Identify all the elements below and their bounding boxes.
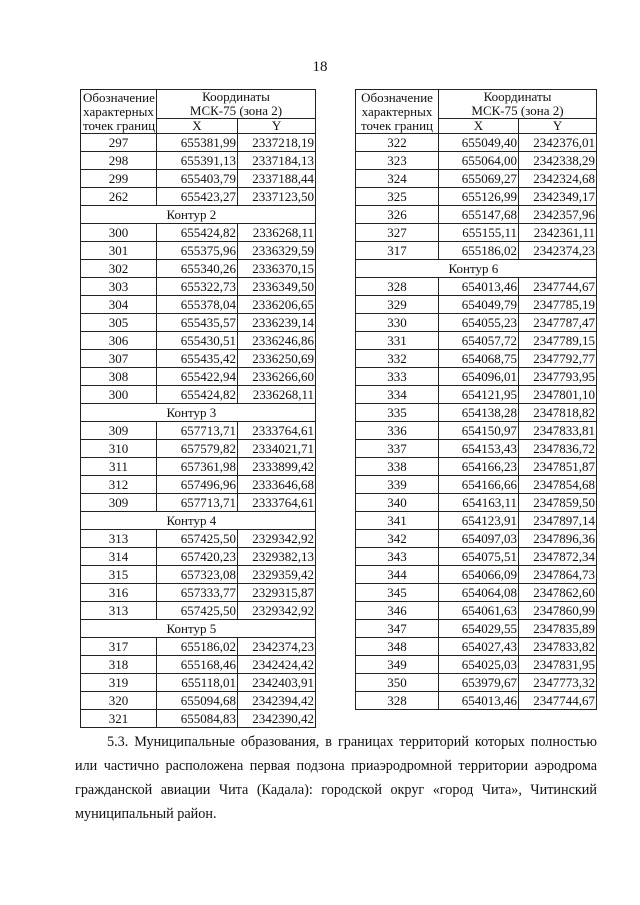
table-row [356,134,597,152]
header-x: X [439,119,519,134]
point-id: 262 [81,188,157,206]
point-id: 308 [81,368,157,386]
coord-x: 655381,99 [157,134,238,152]
point-id: 341 [356,512,439,530]
coord-x: 655126,99 [439,188,519,206]
contour-label: Контур 4 [157,512,316,530]
coord-x: 654068,75 [439,350,519,368]
point-id: 304 [81,296,157,314]
table-row [81,350,316,368]
coord-x: 655430,51 [157,332,238,350]
coord-y: 2347744,67 [519,278,597,296]
coord-y: 2333899,42 [238,458,316,476]
coord-y: 2347862,60 [519,584,597,602]
coord-x: 654096,01 [439,368,519,386]
point-id: 307 [81,350,157,368]
point-id: 324 [356,170,439,188]
point-id: 311 [81,458,157,476]
table-row [81,152,316,170]
table-row [356,692,597,710]
coord-y: 2347773,32 [519,674,597,692]
table-row [356,206,597,224]
point-id: 315 [81,566,157,584]
point-id: 312 [81,476,157,494]
coord-y: 2334021,71 [238,440,316,458]
table-row [356,620,597,638]
coord-y: 2329342,92 [238,530,316,548]
contour-label: Контур 2 [157,206,316,224]
point-id: 329 [356,296,439,314]
coord-y: 2347744,67 [519,692,597,710]
coord-y: 2347851,87 [519,458,597,476]
coord-y: 2342357,96 [519,206,597,224]
coord-x: 654029,55 [439,620,519,638]
coord-x: 655155,11 [439,224,519,242]
coord-y: 2336266,60 [238,368,316,386]
coord-y: 2347833,81 [519,422,597,440]
point-id: 318 [81,656,157,674]
header-designation-line2: характерных [361,103,433,119]
point-id: 314 [81,548,157,566]
coord-x: 654013,46 [439,278,519,296]
table-row [356,476,597,494]
table-row [356,296,597,314]
coord-x: 655094,68 [157,692,238,710]
coord-x: 655069,27 [439,170,519,188]
coord-y: 2337123,50 [238,188,316,206]
coord-x: 657361,98 [157,458,238,476]
coord-x: 657333,77 [157,584,238,602]
table-row [81,134,316,152]
contour-spacer [81,620,157,638]
table-row [356,368,597,386]
coord-x: 654057,72 [439,332,519,350]
coord-y: 2333764,61 [238,422,316,440]
coordinates-table-right [355,89,597,710]
coord-y: 2347897,14 [519,512,597,530]
point-id: 326 [356,206,439,224]
coord-y: 2333646,68 [238,476,316,494]
table-row [81,476,316,494]
point-id: 302 [81,260,157,278]
coord-x: 657425,50 [157,602,238,620]
coord-y: 2347833,82 [519,638,597,656]
table-row [81,278,316,296]
coord-y: 2337184,13 [238,152,316,170]
point-id: 343 [356,548,439,566]
coord-y: 2342338,29 [519,152,597,170]
point-id: 334 [356,386,439,404]
table-row [356,494,597,512]
point-id: 298 [81,152,157,170]
coord-y: 2347859,50 [519,494,597,512]
table-row [356,440,597,458]
coord-y: 2347864,73 [519,566,597,584]
table-row [81,548,316,566]
point-id: 345 [356,584,439,602]
coord-y: 2347818,82 [519,404,597,422]
coord-x: 655378,04 [157,296,238,314]
coord-y: 2342361,11 [519,224,597,242]
table-row [356,602,597,620]
header-coords-line1: Координаты [157,90,316,105]
point-id: 327 [356,224,439,242]
table-row [81,170,316,188]
point-id: 331 [356,332,439,350]
coord-x: 655403,79 [157,170,238,188]
table-row [81,494,316,512]
point-id: 349 [356,656,439,674]
point-id: 333 [356,368,439,386]
coord-x: 655084,83 [157,710,238,728]
coord-y: 2342376,01 [519,134,597,152]
coord-x: 655424,82 [157,224,238,242]
right-table-body [356,134,597,710]
contour-row [81,512,316,530]
table-row [356,674,597,692]
table-row [81,710,316,728]
table-row [81,260,316,278]
coord-y: 2347831,95 [519,656,597,674]
coord-x: 655435,42 [157,350,238,368]
coord-y: 2347854,68 [519,476,597,494]
coord-y: 2342374,23 [238,638,316,656]
point-id: 347 [356,620,439,638]
point-id: 342 [356,530,439,548]
coord-y: 2336370,15 [238,260,316,278]
point-id: 328 [356,692,439,710]
coord-x: 657420,23 [157,548,238,566]
coord-x: 657425,50 [157,530,238,548]
coord-x: 657713,71 [157,494,238,512]
coordinates-table-left [80,89,316,728]
coord-x: 657713,71 [157,422,238,440]
paragraph-5-3: 5.3. Муниципальные образования, в границах территорий которых полностью или частично расположена первая подзона приаэродромной территории аэродрома гражданской авиации Чита (Кадала): городской округ «город Чита», Читинский муниципальный район. [75,734,597,823]
table-row [356,422,597,440]
coord-y: 2336206,65 [238,296,316,314]
point-id: 320 [81,692,157,710]
coord-x: 657323,08 [157,566,238,584]
coord-y: 2329342,92 [238,602,316,620]
table-row [81,638,316,656]
contour-row [81,206,316,224]
point-id: 299 [81,170,157,188]
coord-y: 2347835,89 [519,620,597,638]
coord-x: 655186,02 [157,638,238,656]
table-row [81,242,316,260]
coord-y: 2329315,87 [238,584,316,602]
point-id: 339 [356,476,439,494]
coord-x: 654066,09 [439,566,519,584]
point-id: 319 [81,674,157,692]
coord-y: 2336268,11 [238,224,316,242]
coord-x: 655064,00 [439,152,519,170]
coord-y: 2329359,42 [238,566,316,584]
coord-y: 2347787,47 [519,314,597,332]
coord-y: 2329382,13 [238,548,316,566]
table-row [356,548,597,566]
point-id: 322 [356,134,439,152]
coord-y: 2336239,14 [238,314,316,332]
coord-x: 655118,01 [157,674,238,692]
coord-x: 655340,26 [157,260,238,278]
header-designation-line1: Обозначение [83,89,155,105]
header-designation-line3: точек границ [83,117,156,133]
contour-label: Контур 6 [439,260,597,278]
header-x: X [157,119,238,134]
table-row [81,602,316,620]
table-row [356,152,597,170]
coord-x: 654138,28 [439,404,519,422]
contour-row [81,404,316,422]
point-id: 325 [356,188,439,206]
coord-y: 2347785,19 [519,296,597,314]
point-id: 340 [356,494,439,512]
header-coords-line2: МСК-75 (зона 2) [439,104,597,119]
contour-spacer [81,206,157,224]
point-id: 335 [356,404,439,422]
coord-y: 2336250,69 [238,350,316,368]
point-id: 300 [81,224,157,242]
table-row [356,170,597,188]
coord-x: 654049,79 [439,296,519,314]
point-id: 316 [81,584,157,602]
table-row [356,332,597,350]
table-row [356,512,597,530]
table-row [356,278,597,296]
table-row [81,530,316,548]
point-id: 313 [81,602,157,620]
point-id: 310 [81,440,157,458]
table-row [81,674,316,692]
table-row [356,404,597,422]
table-row [356,530,597,548]
coord-y: 2347793,95 [519,368,597,386]
table-row [356,566,597,584]
coord-x: 655168,46 [157,656,238,674]
point-id: 348 [356,638,439,656]
coord-y: 2342324,68 [519,170,597,188]
table-row [81,386,316,404]
coord-y: 2336246,86 [238,332,316,350]
table-row [81,188,316,206]
contour-label: Контур 3 [157,404,316,422]
point-id: 309 [81,494,157,512]
point-id: 306 [81,332,157,350]
table-row [81,584,316,602]
table-row [356,638,597,656]
table-row [81,692,316,710]
header-y: Y [238,119,316,134]
point-id: 328 [356,278,439,296]
coord-x: 654097,03 [439,530,519,548]
point-id: 344 [356,566,439,584]
coord-x: 654013,46 [439,692,519,710]
point-id: 303 [81,278,157,296]
table-row [356,188,597,206]
coord-y: 2342390,42 [238,710,316,728]
header-y: Y [519,119,597,134]
table-row [356,386,597,404]
coord-y: 2336349,50 [238,278,316,296]
coord-x: 654025,03 [439,656,519,674]
coord-x: 654153,43 [439,440,519,458]
point-id: 309 [81,422,157,440]
header-designation-line1: Обозначение [361,89,433,105]
contour-spacer [81,404,157,422]
coord-x: 654075,51 [439,548,519,566]
coord-x: 655424,82 [157,386,238,404]
point-id: 350 [356,674,439,692]
point-id: 323 [356,152,439,170]
coord-y: 2337218,19 [238,134,316,152]
point-id: 336 [356,422,439,440]
coord-y: 2347872,34 [519,548,597,566]
point-id: 321 [81,710,157,728]
coord-x: 655423,27 [157,188,238,206]
coord-y: 2337188,44 [238,170,316,188]
point-id: 330 [356,314,439,332]
coord-y: 2333764,61 [238,494,316,512]
table-row [356,242,597,260]
header-coords-line1: Координаты [439,90,597,105]
table-row [81,566,316,584]
point-id: 305 [81,314,157,332]
coord-y: 2336268,11 [238,386,316,404]
coord-y: 2342374,23 [519,242,597,260]
point-id: 317 [81,638,157,656]
point-id: 338 [356,458,439,476]
coord-x: 654121,95 [439,386,519,404]
coord-y: 2342403,91 [238,674,316,692]
point-id: 300 [81,386,157,404]
contour-row [356,260,597,278]
contour-spacer [81,512,157,530]
point-id: 332 [356,350,439,368]
table-row [81,440,316,458]
header-coords-line2: МСК-75 (зона 2) [157,104,316,119]
table-row [81,224,316,242]
coord-y: 2347896,36 [519,530,597,548]
table-row [356,350,597,368]
coord-x: 654166,23 [439,458,519,476]
coord-x: 655147,68 [439,206,519,224]
point-id: 301 [81,242,157,260]
contour-row [81,620,316,638]
point-id: 297 [81,134,157,152]
coord-y: 2347789,15 [519,332,597,350]
coord-x: 654150,97 [439,422,519,440]
point-id: 313 [81,530,157,548]
table-row [81,422,316,440]
coord-x: 654027,43 [439,638,519,656]
coord-y: 2342349,17 [519,188,597,206]
table-row [81,296,316,314]
contour-label: Контур 5 [157,620,316,638]
coord-x: 655049,40 [439,134,519,152]
table-row [81,458,316,476]
table-row [356,458,597,476]
coord-x: 654166,66 [439,476,519,494]
coord-x: 654064,08 [439,584,519,602]
point-id: 346 [356,602,439,620]
coord-x: 655435,57 [157,314,238,332]
coord-y: 2347792,77 [519,350,597,368]
coord-x: 654061,63 [439,602,519,620]
coord-x: 657579,82 [157,440,238,458]
coord-y: 2336329,59 [238,242,316,260]
table-row [81,332,316,350]
table-row [356,656,597,674]
coord-x: 655186,02 [439,242,519,260]
header-designation [81,90,157,134]
contour-spacer [356,260,439,278]
coord-x: 654163,11 [439,494,519,512]
header-designation-line3: точек границ [360,117,434,133]
header-designation-line2: характерных [83,103,154,119]
table-row [356,584,597,602]
coord-y: 2347801,10 [519,386,597,404]
coord-x: 655422,94 [157,368,238,386]
table-row [356,314,597,332]
coord-x: 655375,96 [157,242,238,260]
coord-x: 654123,91 [439,512,519,530]
page-number: 18 [312,59,328,75]
coord-y: 2347836,72 [519,440,597,458]
coord-x: 655322,73 [157,278,238,296]
header-designation [356,90,439,134]
coord-x: 654055,23 [439,314,519,332]
table-row [356,224,597,242]
coord-y: 2342424,42 [238,656,316,674]
left-table-body [81,134,316,728]
coord-x: 657496,96 [157,476,238,494]
coord-y: 2347860,99 [519,602,597,620]
table-row [81,314,316,332]
coord-y: 2342394,42 [238,692,316,710]
coord-x: 653979,67 [439,674,519,692]
table-row [81,656,316,674]
table-row [81,368,316,386]
coord-x: 655391,13 [157,152,238,170]
point-id: 337 [356,440,439,458]
point-id: 317 [356,242,439,260]
